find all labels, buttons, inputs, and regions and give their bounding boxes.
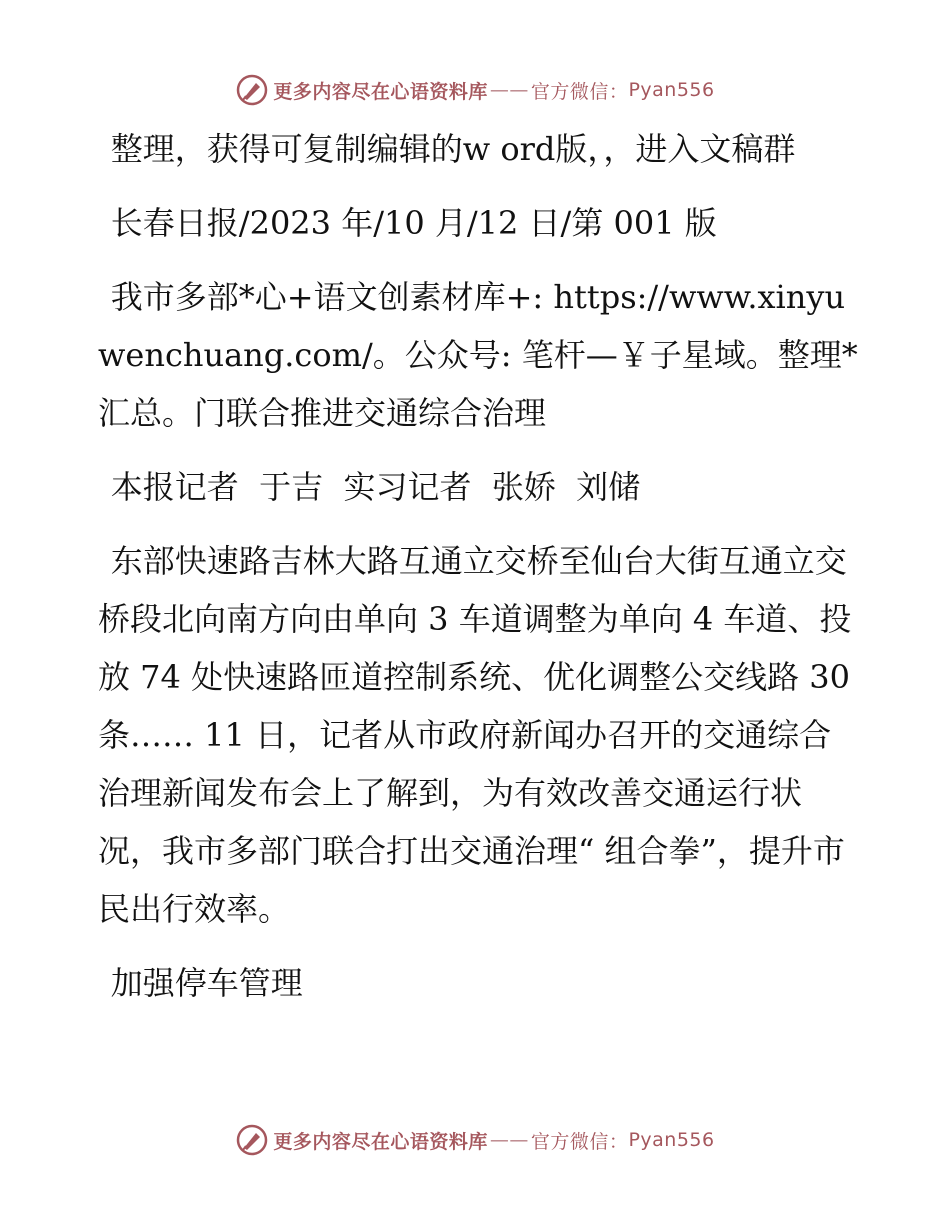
pen-nib-circle-icon [235, 73, 269, 107]
doc-paragraph-intro: 整理，获得可复制编辑的w ord版，，进入文稿群 [110, 130, 796, 168]
watermark-brand: 更多内容尽在心语资料库 [273, 1130, 488, 1153]
watermark-official: 官方微信： [530, 1130, 629, 1153]
watermark-brand: 更多内容尽在心语资料库 [273, 80, 488, 103]
watermark-footer [0, 1120, 950, 1160]
doc-paragraph-subheading: 加强停车管理 [110, 964, 303, 1002]
pen-nib-circle-icon [235, 1123, 269, 1157]
doc-paragraph-byline: 本报记者 于吉 实习记者 张娇 刘储 [110, 468, 641, 506]
watermark-header [0, 70, 950, 110]
document-body [98, 120, 861, 1028]
watermark-official: 官方微信： [530, 80, 629, 103]
doc-paragraph-source: 长春日报/2023 年/10 月/12 日/第 001 版 [110, 204, 717, 242]
watermark-dash: —— [489, 1129, 529, 1151]
watermark-wechat-id: Pyan556 [628, 79, 715, 101]
doc-paragraph-body: 东部快速路吉林大路互通立交桥至仙台大街互通立交桥段北向南方向由单向 3 车道调整为单向 4 车道、投放 74 处快速路匝道控制系统、优化调整公交线路 30 条…… 11 日，记者从市政府新闻办召开的交通综合治理新闻发布会上了解到，为有效改善交通运行状况，我市多部门联合打出交通治理“ 组合拳”，提升市民出行效率。 [98, 542, 861, 928]
watermark-dash: —— [489, 79, 529, 101]
watermark-wechat-id: Pyan556 [628, 1129, 715, 1151]
doc-paragraph-headline: 我市多部*心+语文创素材库+: https://www.xinyuwenchuang.com/。公众号: 笔杆—￥子星域。整理*汇总。门联合推进交通综合治理 [98, 278, 858, 432]
